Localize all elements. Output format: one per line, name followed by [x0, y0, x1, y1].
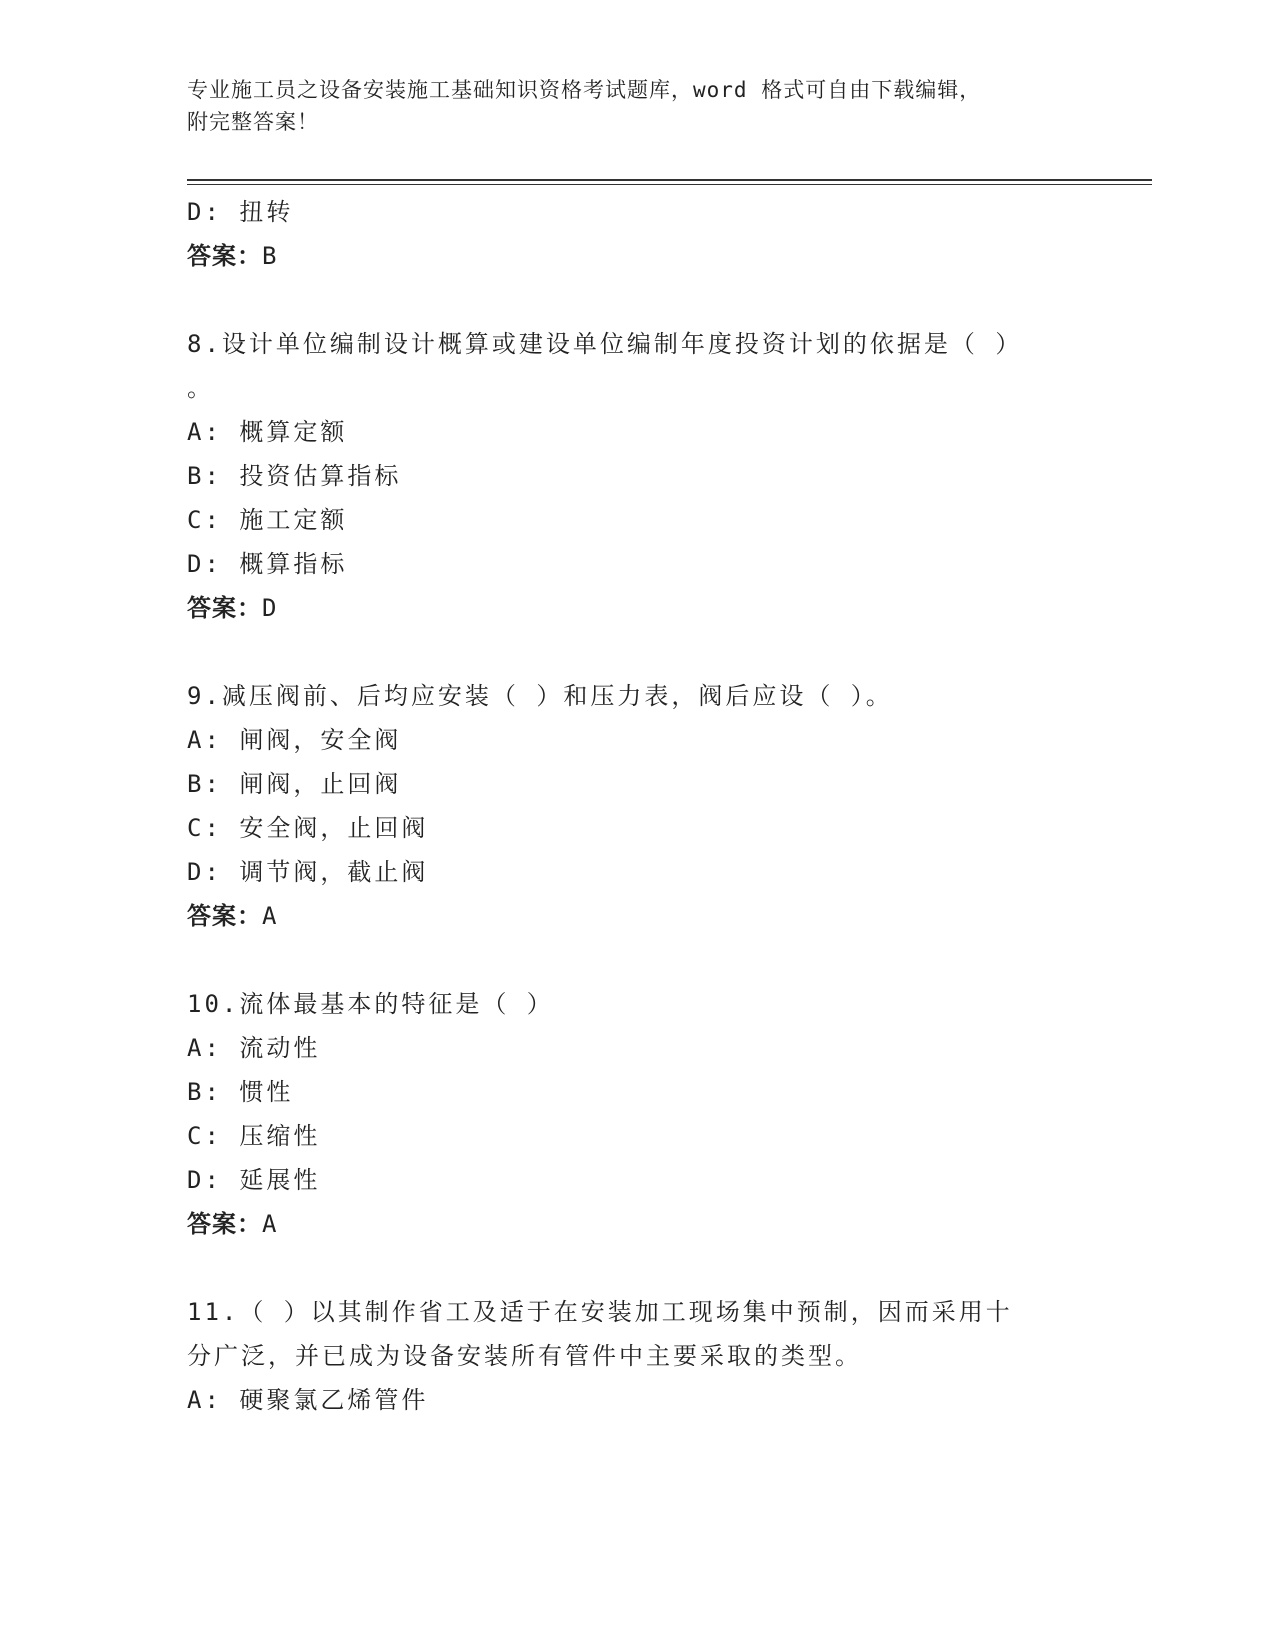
q9-answer	[187, 900, 278, 932]
q9-stem: 9.减压阀前、后均应安装（ ）和压力表，阀后应设（ ）。	[187, 682, 893, 710]
q7-answer	[187, 240, 278, 272]
answer-label: 答案：	[187, 1210, 262, 1238]
q9-option-d: D: 调节阀，截止阀	[187, 858, 429, 886]
q10-answer	[187, 1208, 278, 1240]
q8-stem-line-2: 。	[187, 374, 214, 402]
header-line-1: 专业施工员之设备安装施工基础知识资格考试题库，word 格式可自由下载编辑，	[187, 78, 982, 102]
q11-stem-line-1: 11.（ ）以其制作省工及适于在安装加工现场集中预制，因而采用十	[187, 1298, 1013, 1326]
q8-answer	[187, 592, 278, 624]
q8-stem-line-1: 8.设计单位编制设计概算或建设单位编制年度投资计划的依据是（ ）	[187, 330, 1023, 358]
q11-option-a: A: 硬聚氯乙烯管件	[187, 1386, 429, 1414]
answer-label: 答案：	[187, 242, 262, 270]
answer-label: 答案：	[187, 902, 262, 930]
q9-option-b: B: 闸阀，止回阀	[187, 770, 402, 798]
q8-option-a: A: 概算定额	[187, 418, 348, 446]
answer-value: B	[262, 242, 279, 270]
header-line-2: 附完整答案！	[187, 110, 319, 134]
q10-option-d: D: 延展性	[187, 1166, 321, 1194]
q10-option-c: C: 压缩性	[187, 1122, 321, 1150]
q8-option-c: C: 施工定额	[187, 506, 348, 534]
q9-option-a: A: 闸阀，安全阀	[187, 726, 402, 754]
q10-option-b: B: 惯性	[187, 1078, 294, 1106]
q10-option-a: A: 流动性	[187, 1034, 321, 1062]
q10-stem: 10.流体最基本的特征是（ ）	[187, 990, 554, 1018]
answer-value: D	[262, 594, 279, 622]
q11-stem-line-2: 分广泛，并已成为设备安装所有管件中主要采取的类型。	[187, 1342, 862, 1370]
answer-label: 答案：	[187, 594, 262, 622]
header-divider-thick	[187, 179, 1152, 181]
q8-option-b: B: 投资估算指标	[187, 462, 402, 490]
answer-value: A	[262, 902, 279, 930]
answer-value: A	[262, 1210, 279, 1238]
q8-option-d: D: 概算指标	[187, 550, 348, 578]
q7-option-d: D: 扭转	[187, 198, 294, 226]
q9-option-c: C: 安全阀，止回阀	[187, 814, 429, 842]
header-divider-thin	[187, 184, 1152, 185]
document-header	[187, 74, 1087, 138]
